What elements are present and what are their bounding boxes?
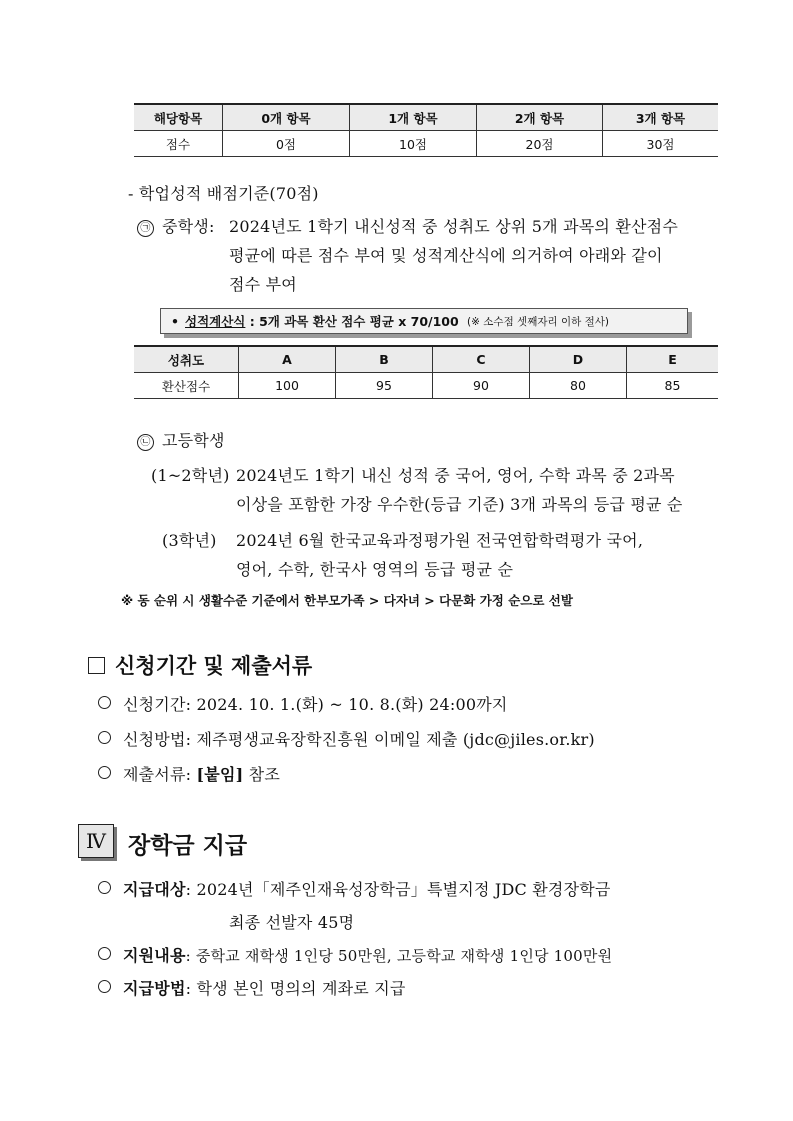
payment-method: 지급방법: 학생 본인 명의의 계좌로 지급: [98, 976, 406, 999]
application-section-title: 신청기간 및 제출서류: [88, 650, 312, 680]
formula-box: [160, 308, 688, 334]
grade-3-label: (3학년): [162, 531, 217, 550]
table2-cell: 환산점수: [134, 373, 239, 399]
circle-bullet-icon: [98, 881, 111, 894]
circled-number-2: ㉡: [137, 434, 154, 451]
table2-header: D: [530, 346, 627, 373]
application-item: 신청방법: 제주평생교육장학진흥원 이메일 제출 (jdc@jiles.or.kr): [98, 727, 595, 750]
grade-1-2-label: (1~2학년): [151, 466, 230, 485]
payment-target: 지급대상: 2024년「제주인재육성장학금」특별지정 JDC 환경장학금: [98, 877, 611, 900]
table2-cell: 95: [336, 373, 433, 399]
table2-cell: 80: [530, 373, 627, 399]
achievement-table: [134, 345, 718, 399]
table2-cell: 90: [433, 373, 530, 399]
table1-header: 0개 항목: [223, 104, 350, 131]
grade-criteria-heading: - 학업성적 배점기준(70점): [128, 184, 319, 203]
high-school-label: 고등학생: [162, 431, 225, 450]
table1-header: 3개 항목: [603, 104, 719, 131]
table2-header: A: [239, 346, 336, 373]
middle-line-2: 평균에 따른 점수 부여 및 성적계산식에 의거하여 아래와 같이: [229, 246, 663, 265]
application-item: 신청기간: 2024. 10. 1.(화) ~ 10. 8.(화) 24:00까지: [98, 692, 508, 715]
payment-target-line-2: 최종 선발자 45명: [229, 913, 355, 932]
attachment-ref: [붙임]: [196, 765, 244, 784]
table1-cell: 점수: [134, 131, 223, 157]
table1-header: 해당항목: [134, 104, 223, 131]
tie-break-note: ※ 동 순위 시 생활수준 기준에서 한부모가족 > 다자녀 > 다문화 가정 순으로 선발: [121, 593, 573, 608]
table2-header: E: [627, 346, 719, 373]
formula-bullet: •: [171, 313, 179, 329]
item-score-table: [134, 103, 718, 157]
table1-cell: 0점: [223, 131, 350, 157]
middle-line-1: 2024년도 1학기 내신성적 중 성취도 상위 5개 과목의 환산점수: [229, 217, 678, 236]
checkbox-icon: [88, 657, 105, 674]
middle-school-row: [137, 214, 215, 237]
circle-bullet-icon: [98, 766, 111, 779]
circle-bullet-icon: [98, 696, 111, 709]
high-school-row: [137, 428, 225, 451]
grade-1-2-line-2: 이상을 포함한 가장 우수한(등급 기준) 3개 과목의 등급 평균 순: [236, 495, 683, 514]
grade-3-line-1: 2024년 6월 한국교육과정평가원 전국연합학력평가 국어,: [236, 531, 644, 550]
table2-header: B: [336, 346, 433, 373]
circled-number-1: ㉠: [137, 220, 154, 237]
application-item: 제출서류: [붙임] 참조: [98, 762, 280, 785]
table1-cell: 30점: [603, 131, 719, 157]
circle-bullet-icon: [98, 980, 111, 993]
middle-line-3: 점수 부여: [229, 275, 297, 294]
table2-header: 성취도: [134, 346, 239, 373]
formula-note: (※ 소수점 셋째자리 이하 절사): [467, 315, 609, 328]
table2-header: C: [433, 346, 530, 373]
table1-cell: 20점: [477, 131, 603, 157]
table1-header: 2개 항목: [477, 104, 603, 131]
formula-label: 성적계산식: [185, 314, 246, 329]
table2-cell: 85: [627, 373, 719, 399]
table2-cell: 100: [239, 373, 336, 399]
table1-header: 1개 항목: [350, 104, 477, 131]
payment-section-title: 장학금 지급: [128, 833, 248, 859]
section-number-box: Ⅳ: [78, 824, 114, 858]
formula-text: : 5개 과목 환산 점수 평균 x 70/100: [245, 314, 464, 329]
circle-bullet-icon: [98, 731, 111, 744]
payment-content: 지원내용: 중학교 재학생 1인당 50만원, 고등학교 재학생 1인당 100만원: [98, 943, 612, 966]
circle-bullet-icon: [98, 947, 111, 960]
grade-3-line-2: 영어, 수학, 한국사 영역의 등급 평균 순: [236, 560, 514, 579]
grade-1-2-line-1: 2024년도 1학기 내신 성적 중 국어, 영어, 수학 과목 중 2과목: [236, 466, 675, 485]
table1-cell: 10점: [350, 131, 477, 157]
middle-school-label: 중학생:: [162, 217, 215, 236]
